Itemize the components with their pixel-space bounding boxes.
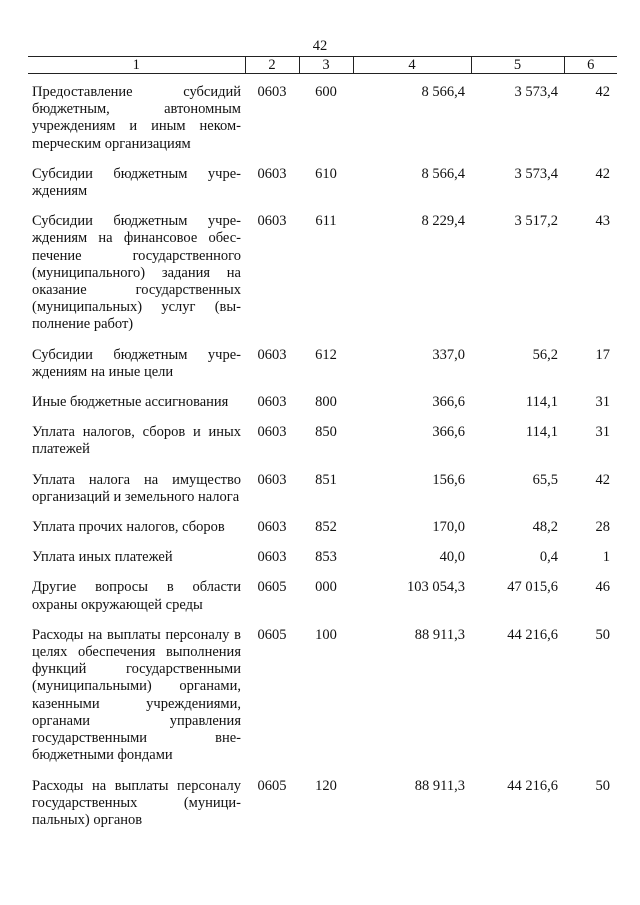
row-expense-type: 800	[315, 394, 337, 411]
row-name: Уплата иных платежей	[32, 549, 173, 566]
row-col6-value: 42	[595, 84, 610, 100]
row-expense-type: 853	[315, 549, 337, 566]
table-header-row	[28, 57, 617, 74]
row-col5-value: 44 216,6	[507, 777, 558, 794]
row-section-code: 0603	[257, 213, 287, 230]
header-col-4: 4	[353, 57, 471, 74]
row-section-code: 0603	[257, 471, 287, 488]
table-row	[28, 579, 617, 626]
row-expense-type: 100	[315, 626, 337, 643]
row-col4-value: 88 911,3	[414, 777, 465, 794]
table-row	[28, 74, 617, 166]
row-col4-value: 103 054,3	[407, 579, 465, 596]
row-col4-value: 8 566,4	[421, 84, 465, 100]
row-name: Субсидии бюджетным учреждениям на иные цели	[32, 346, 241, 380]
row-col4-value: 170,0	[432, 519, 465, 536]
row-expense-type: 611	[315, 213, 337, 230]
row-col6-value: 42	[595, 471, 610, 488]
header-col-6: 6	[564, 57, 617, 74]
row-col6-value: 50	[595, 626, 610, 643]
row-expense-type: 000	[315, 579, 337, 596]
table-row	[28, 424, 617, 471]
row-expense-type: 612	[315, 346, 337, 363]
row-name: Предоставление субсидий бюджетным, автономным учреждениям и иным некомmерческим организациям	[32, 84, 241, 152]
row-col6-value: 1	[602, 549, 610, 566]
row-name: Расходы на выплаты персоналу в целях обеспечения выполнения функций государственными (муниципальными) органами, казенными учреждениями, органами управления государственными внебюджетными фондами	[32, 626, 241, 764]
row-col6-value: 43	[595, 213, 610, 230]
row-col6-value: 42	[595, 165, 610, 182]
row-expense-type: 852	[315, 519, 337, 536]
row-name: Уплата прочих налогов, сборов	[32, 519, 225, 536]
row-section-code: 0603	[257, 84, 287, 100]
row-col5-value: 114,1	[525, 394, 558, 411]
row-col5-value: 47 015,6	[507, 579, 558, 596]
row-name: Расходы на выплаты персоналу государственных (муниципальных) органов	[32, 777, 241, 828]
row-col6-value: 31	[595, 394, 610, 411]
row-section-code: 0605	[257, 777, 287, 794]
row-expense-type: 851	[315, 471, 337, 488]
row-col4-value: 366,6	[432, 394, 465, 411]
page-number: 42	[312, 38, 328, 54]
row-name: Иные бюджетные ассигнования	[32, 394, 229, 411]
row-name: Уплата налогов, сборов и иных платежей	[32, 424, 241, 458]
row-name: Уплата налога на имущество организаций и земельного налога	[32, 471, 241, 505]
header-col-1: 1	[28, 57, 245, 74]
row-col5-value: 3 573,4	[514, 84, 558, 100]
table-row	[28, 472, 617, 519]
row-col4-value: 88 911,3	[414, 626, 465, 643]
row-col6-value: 28	[595, 519, 610, 536]
header-col-3: 3	[299, 57, 353, 74]
table-row	[28, 213, 617, 346]
budget-table	[28, 56, 617, 842]
row-section-code: 0603	[257, 346, 287, 363]
header-col-5: 5	[471, 57, 564, 74]
row-expense-type: 600	[315, 84, 337, 100]
row-name: Субсидии бюджетным учреждениям	[32, 165, 241, 200]
row-section-code: 0603	[257, 394, 287, 411]
row-col5-value: 3 573,4	[514, 165, 558, 182]
row-col5-value: 44 216,6	[507, 626, 558, 643]
header-col-2: 2	[245, 57, 299, 74]
row-section-code: 0603	[257, 549, 287, 566]
table-row	[28, 778, 617, 843]
row-expense-type: 850	[315, 424, 337, 441]
row-expense-type: 610	[315, 165, 337, 182]
table-row	[28, 627, 617, 778]
table-row	[28, 347, 617, 394]
row-col6-value: 31	[595, 424, 610, 441]
row-col5-value: 0,4	[539, 549, 558, 566]
row-col5-value: 65,5	[532, 471, 558, 488]
row-name: Другие вопросы в области охраны окружающей среды	[32, 579, 241, 613]
table-row	[28, 519, 617, 549]
row-section-code: 0603	[257, 165, 287, 182]
row-col5-value: 3 517,2	[514, 213, 558, 230]
row-col4-value: 337,0	[432, 346, 465, 363]
row-col5-value: 114,1	[525, 424, 558, 441]
row-col5-value: 56,2	[532, 346, 558, 363]
row-col6-value: 50	[595, 777, 610, 794]
row-section-code: 0605	[257, 626, 287, 643]
row-col4-value: 366,6	[432, 424, 465, 441]
row-section-code: 0603	[257, 424, 287, 441]
row-section-code: 0603	[257, 519, 287, 536]
row-col4-value: 40,0	[439, 549, 465, 566]
table-row	[28, 166, 617, 213]
row-expense-type: 120	[315, 777, 337, 794]
row-col5-value: 48,2	[532, 519, 558, 536]
row-col4-value: 8 229,4	[421, 213, 465, 230]
row-col6-value: 17	[595, 346, 610, 363]
row-col6-value: 46	[595, 579, 610, 596]
row-section-code: 0605	[257, 579, 287, 596]
table-row	[28, 394, 617, 424]
row-name: Субсидии бюджетным учреждениям на финансовое обеспечение государственного (муниципального) задания на оказание государственных (муниципальных) услуг (выполнение работ)	[32, 213, 241, 333]
row-col4-value: 8 566,4	[421, 165, 465, 182]
row-col4-value: 156,6	[432, 471, 465, 488]
table-row	[28, 549, 617, 579]
